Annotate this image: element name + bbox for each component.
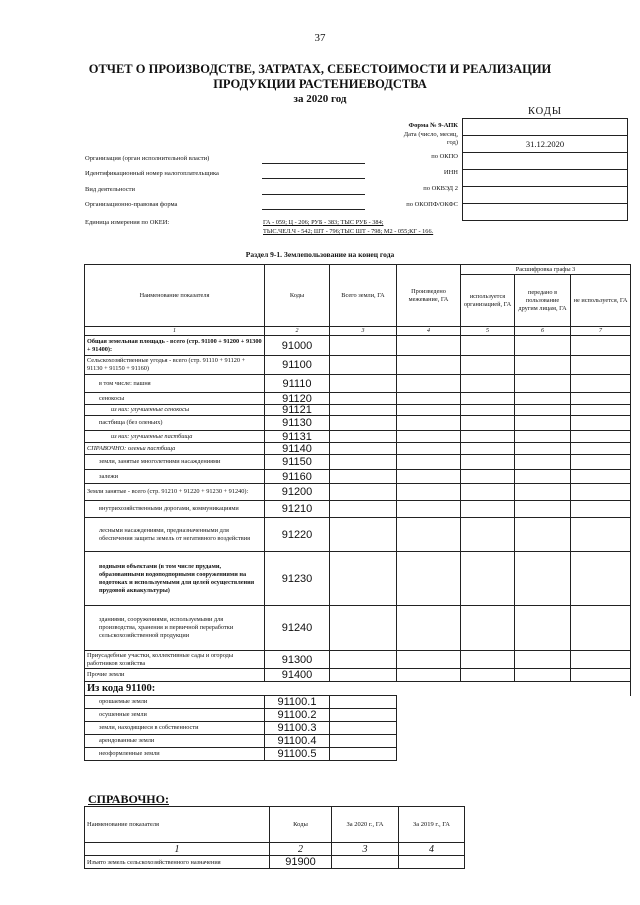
- value-cell[interactable]: [461, 455, 515, 470]
- table-row: [85, 518, 631, 552]
- ref-header-codes: Коды: [270, 807, 332, 843]
- value-cell[interactable]: [397, 356, 461, 375]
- value-cell[interactable]: [330, 375, 397, 393]
- column-number: 2: [265, 327, 330, 336]
- header-unused: не используется, ГА: [571, 275, 631, 327]
- value-cell[interactable]: [571, 651, 631, 669]
- row-label: пастбища (без оленьих): [85, 416, 265, 431]
- column-number: 1: [85, 327, 265, 336]
- row-label: Земли занятые - всего (стр. 91210 + 91220 + 91230 + 91240):: [85, 484, 265, 501]
- value-cell[interactable]: [515, 669, 571, 682]
- ref-column-number: 3: [332, 843, 399, 856]
- subrow-label: осушенные земли: [85, 709, 265, 722]
- okpo-label: по ОКПО: [431, 153, 458, 160]
- value-cell[interactable]: [515, 375, 571, 393]
- value-cell[interactable]: [397, 501, 461, 518]
- row-label: внутрихозяйственными дорогами, коммуникациями: [85, 501, 265, 518]
- value-cell[interactable]: [397, 484, 461, 501]
- table-row: [85, 393, 631, 405]
- column-number: 4: [397, 327, 461, 336]
- value-cell[interactable]: [397, 470, 461, 484]
- row-label: из них: улучшенные сенокосы: [85, 405, 265, 416]
- value-cell[interactable]: [397, 443, 461, 455]
- table-row: [85, 443, 631, 455]
- reference-table: [84, 806, 465, 869]
- value-cell[interactable]: [571, 501, 631, 518]
- value-cell[interactable]: [330, 709, 397, 722]
- subrow-code: 91100.2: [265, 709, 330, 722]
- header-survey: Произведено межевание, ГА: [397, 265, 461, 327]
- value-cell[interactable]: [461, 606, 515, 651]
- table-row: [85, 651, 631, 669]
- value-cell[interactable]: [330, 552, 397, 606]
- value-cell[interactable]: [330, 501, 397, 518]
- table-row: [85, 669, 631, 682]
- value-cell[interactable]: [461, 336, 515, 356]
- header-indicator: Наименование показателя: [85, 265, 265, 327]
- row-label: из них: улучшенные пастбища: [85, 431, 265, 443]
- value-cell[interactable]: [461, 552, 515, 606]
- okei-units-line-1: ГА - 059; Ц - 206; РУБ - 383; ТЫС РУБ - 384;: [263, 219, 384, 226]
- row-code: 91210: [265, 501, 330, 518]
- value-cell[interactable]: [397, 416, 461, 431]
- value-cell[interactable]: [397, 651, 461, 669]
- header-codes: Коды: [265, 265, 330, 327]
- value-cell[interactable]: [330, 606, 397, 651]
- organization-field[interactable]: [262, 162, 365, 164]
- inn-label: ИНН: [443, 169, 458, 176]
- value-cell[interactable]: [330, 470, 397, 484]
- table-row: [85, 709, 631, 722]
- value-cell[interactable]: [461, 356, 515, 375]
- value-cell[interactable]: [397, 455, 461, 470]
- header-used: используется организацией, ГА: [461, 275, 515, 327]
- table-row: [85, 431, 631, 443]
- row-code: 91300: [265, 651, 330, 669]
- value-cell[interactable]: [330, 735, 397, 748]
- row-label: Приусадебные участки, коллективные сады и огороды работников хозяйства: [85, 651, 265, 669]
- ref-value-2020[interactable]: [332, 856, 399, 869]
- row-code: 91131: [265, 431, 330, 443]
- okved-label: по ОКВЭД 2: [423, 185, 458, 192]
- header-transferred: передано в пользование другим лицам, ГА: [515, 275, 571, 327]
- row-label: в том числе: пашня: [85, 375, 265, 393]
- value-cell[interactable]: [515, 336, 571, 356]
- value-cell[interactable]: [461, 405, 515, 416]
- codes-header: КОДЫ: [527, 106, 563, 117]
- reference-title: СПРАВОЧНО:: [88, 792, 169, 806]
- okei-label: Единица измерения по ОКЕИ:: [85, 219, 170, 226]
- row-label: СПРАВОЧНО: оленьи пастбища: [85, 443, 265, 455]
- table-row: [85, 484, 631, 501]
- taxpayer-id-field[interactable]: [262, 177, 365, 179]
- table-row: [85, 356, 631, 375]
- value-cell[interactable]: [571, 416, 631, 431]
- row-label: водными объектами (в том числе прудами, образованными водоподпорными сооружениями на водотоках и используемыми для целей осуществления прудовой аквакультуры): [85, 552, 265, 606]
- value-cell[interactable]: [330, 722, 397, 735]
- row-label: Прочие земли: [85, 669, 265, 682]
- code-form-cell[interactable]: [462, 118, 628, 136]
- value-cell[interactable]: [397, 431, 461, 443]
- value-cell[interactable]: [397, 518, 461, 552]
- title-line-2: ПРОДУКЦИИ РАСТЕНИЕВОДСТВА: [213, 77, 427, 91]
- table-row: [85, 722, 631, 735]
- code-inn-cell[interactable]: [462, 170, 628, 187]
- title-line-1: ОТЧЕТ О ПРОИЗВОДСТВЕ, ЗАТРАТАХ, СЕБЕСТОИМОСТИ И РЕАЛИЗАЦИИ: [88, 62, 552, 76]
- table-row: [85, 501, 631, 518]
- row-label: Сельскохозяйственные угодья - всего (стр. 91110 + 91120 + 91130 + 91150 + 91160): [85, 356, 265, 375]
- value-cell[interactable]: [515, 552, 571, 606]
- value-cell[interactable]: [515, 356, 571, 375]
- value-cell[interactable]: [515, 501, 571, 518]
- row-code: 91140: [265, 443, 330, 455]
- okei-units-line-2: ТЫС.ЧЕЛ.Ч - 542; ШТ - 796;ТЫС ШТ - 798; М2 - 055;КГ - 166.: [263, 228, 434, 235]
- value-cell[interactable]: [461, 416, 515, 431]
- value-cell[interactable]: [330, 431, 397, 443]
- subrow-code: 91100.5: [265, 748, 330, 761]
- value-cell[interactable]: [571, 455, 631, 470]
- value-cell[interactable]: [571, 518, 631, 552]
- row-code: 91150: [265, 455, 330, 470]
- value-cell[interactable]: [330, 443, 397, 455]
- value-cell[interactable]: [461, 470, 515, 484]
- row-code: 91000: [265, 336, 330, 356]
- row-label: залежи: [85, 470, 265, 484]
- value-cell[interactable]: [330, 484, 397, 501]
- report-title: [60, 62, 580, 92]
- ref-row-label: Изъято земель сельскохозяйственного назначения: [85, 856, 270, 869]
- header-breakdown: Расшифровка графы 3: [461, 265, 631, 275]
- row-code: 91121: [265, 405, 330, 416]
- row-label: Общая земельная площадь - всего (стр. 91100 + 91200 + 91300 + 91400):: [85, 336, 265, 356]
- value-cell[interactable]: [330, 336, 397, 356]
- date-label: Дата (число, месяц, год): [403, 131, 458, 146]
- value-cell[interactable]: [330, 405, 397, 416]
- value-cell[interactable]: [397, 552, 461, 606]
- row-code: 91130: [265, 416, 330, 431]
- value-cell[interactable]: [330, 416, 397, 431]
- page-number: 37: [314, 32, 326, 44]
- value-cell[interactable]: [515, 443, 571, 455]
- value-cell[interactable]: [571, 356, 631, 375]
- value-cell[interactable]: [515, 470, 571, 484]
- subrow-code: 91100.3: [265, 722, 330, 735]
- value-cell[interactable]: [571, 669, 631, 682]
- value-cell[interactable]: [397, 669, 461, 682]
- value-cell[interactable]: [515, 606, 571, 651]
- value-cell[interactable]: [515, 393, 571, 405]
- code-date-cell[interactable]: 31.12.2020: [462, 136, 628, 153]
- from-code-label: Из кода 91100:: [85, 682, 631, 696]
- table-row: [85, 455, 631, 470]
- value-cell[interactable]: [571, 405, 631, 416]
- row-code: 91160: [265, 470, 330, 484]
- value-cell[interactable]: [571, 484, 631, 501]
- value-cell[interactable]: [330, 455, 397, 470]
- value-cell[interactable]: [330, 393, 397, 405]
- codes-box: [462, 118, 628, 221]
- value-cell[interactable]: [397, 606, 461, 651]
- row-label: лесными насаждениями, предназначенными для обеспечения защиты земель от негативного воздействия: [85, 518, 265, 552]
- value-cell[interactable]: [330, 669, 397, 682]
- subrow-label: арендованные земли: [85, 735, 265, 748]
- value-cell[interactable]: [461, 431, 515, 443]
- column-number: 5: [461, 327, 515, 336]
- ref-value-2019[interactable]: [399, 856, 465, 869]
- column-number: 6: [515, 327, 571, 336]
- row-code: 91200: [265, 484, 330, 501]
- table-row: [85, 735, 631, 748]
- value-cell[interactable]: [461, 518, 515, 552]
- value-cell[interactable]: [330, 651, 397, 669]
- row-code: 91240: [265, 606, 330, 651]
- organization-label: Организация (орган исполнительной власти): [85, 155, 210, 162]
- form-number-label: Форма № 9-АПК: [408, 122, 458, 129]
- row-code: 91120: [265, 393, 330, 405]
- okopf-label: по ОКОПФ/ОКФС: [406, 201, 458, 208]
- value-cell[interactable]: [515, 416, 571, 431]
- table-row: [85, 552, 631, 606]
- table-row: [85, 748, 631, 761]
- value-cell[interactable]: [571, 606, 631, 651]
- value-cell[interactable]: [515, 455, 571, 470]
- legal-form-label: Организационно-правовая форма: [85, 201, 178, 208]
- value-cell[interactable]: [571, 393, 631, 405]
- code-okved-cell[interactable]: [462, 187, 628, 204]
- header-total-land: Всего земли, ГА: [330, 265, 397, 327]
- row-code: 91230: [265, 552, 330, 606]
- value-cell[interactable]: [571, 552, 631, 606]
- table-row: [85, 696, 631, 709]
- subrow-label: орошаемые земли: [85, 696, 265, 709]
- land-use-table: [84, 264, 631, 761]
- value-cell[interactable]: [330, 696, 397, 709]
- activity-field[interactable]: [262, 193, 365, 195]
- ref-row-code: 91900: [270, 856, 332, 869]
- value-cell[interactable]: [515, 431, 571, 443]
- value-cell[interactable]: [571, 443, 631, 455]
- subrow-code: 91100.4: [265, 735, 330, 748]
- row-code: 91110: [265, 375, 330, 393]
- value-cell[interactable]: [571, 470, 631, 484]
- table-row: [85, 405, 631, 416]
- subrow-label: неоформленные земли: [85, 748, 265, 761]
- value-cell[interactable]: [330, 518, 397, 552]
- table-row: [85, 470, 631, 484]
- table-row: [85, 416, 631, 431]
- value-cell[interactable]: [515, 484, 571, 501]
- value-cell[interactable]: [571, 336, 631, 356]
- value-cell[interactable]: [571, 375, 631, 393]
- row-code: 91400: [265, 669, 330, 682]
- value-cell[interactable]: [461, 393, 515, 405]
- value-cell[interactable]: [461, 501, 515, 518]
- code-okpo-cell[interactable]: [462, 153, 628, 170]
- value-cell[interactable]: [397, 336, 461, 356]
- value-cell[interactable]: [397, 405, 461, 416]
- ref-column-number: 4: [399, 843, 465, 856]
- table-row: [85, 336, 631, 356]
- row-label: зданиями, сооружениями, используемыми для производства, хранения и первичной переработки сельскохозяйственной продукции: [85, 606, 265, 651]
- activity-label: Вид деятельности: [85, 186, 135, 193]
- subrow-code: 91100.1: [265, 696, 330, 709]
- value-cell[interactable]: [461, 375, 515, 393]
- column-number: 7: [571, 327, 631, 336]
- table-row: [85, 375, 631, 393]
- value-cell[interactable]: [515, 518, 571, 552]
- value-cell[interactable]: [330, 748, 397, 761]
- value-cell[interactable]: [397, 375, 461, 393]
- value-cell[interactable]: [461, 651, 515, 669]
- ref-header-2020: За 2020 г., ГА: [332, 807, 399, 843]
- value-cell[interactable]: [571, 431, 631, 443]
- row-label: сенокосы: [85, 393, 265, 405]
- subrow-label: земли, находящиеся в собственности: [85, 722, 265, 735]
- row-code: 91100: [265, 356, 330, 375]
- value-cell[interactable]: [330, 356, 397, 375]
- report-year: за 2020 год: [293, 93, 347, 105]
- value-cell[interactable]: [515, 405, 571, 416]
- row-label: земли, занятые многолетними насаждениями: [85, 455, 265, 470]
- column-number: 3: [330, 327, 397, 336]
- section-title: Раздел 9-1. Землепользование на конец года: [245, 250, 395, 259]
- legal-form-field[interactable]: [262, 208, 365, 210]
- ref-header-2019: За 2019 г., ГА: [399, 807, 465, 843]
- value-cell[interactable]: [461, 669, 515, 682]
- value-cell[interactable]: [461, 484, 515, 501]
- value-cell[interactable]: [515, 651, 571, 669]
- table-row: [85, 606, 631, 651]
- value-cell[interactable]: [461, 443, 515, 455]
- taxpayer-id-label: Идентификационный номер налогоплательщика: [85, 170, 219, 177]
- value-cell[interactable]: [397, 393, 461, 405]
- ref-column-number: 2: [270, 843, 332, 856]
- row-code: 91220: [265, 518, 330, 552]
- code-okopf-cell[interactable]: [462, 204, 628, 221]
- ref-column-number: 1: [85, 843, 270, 856]
- ref-header-indicator: Наименование показателя: [85, 807, 270, 843]
